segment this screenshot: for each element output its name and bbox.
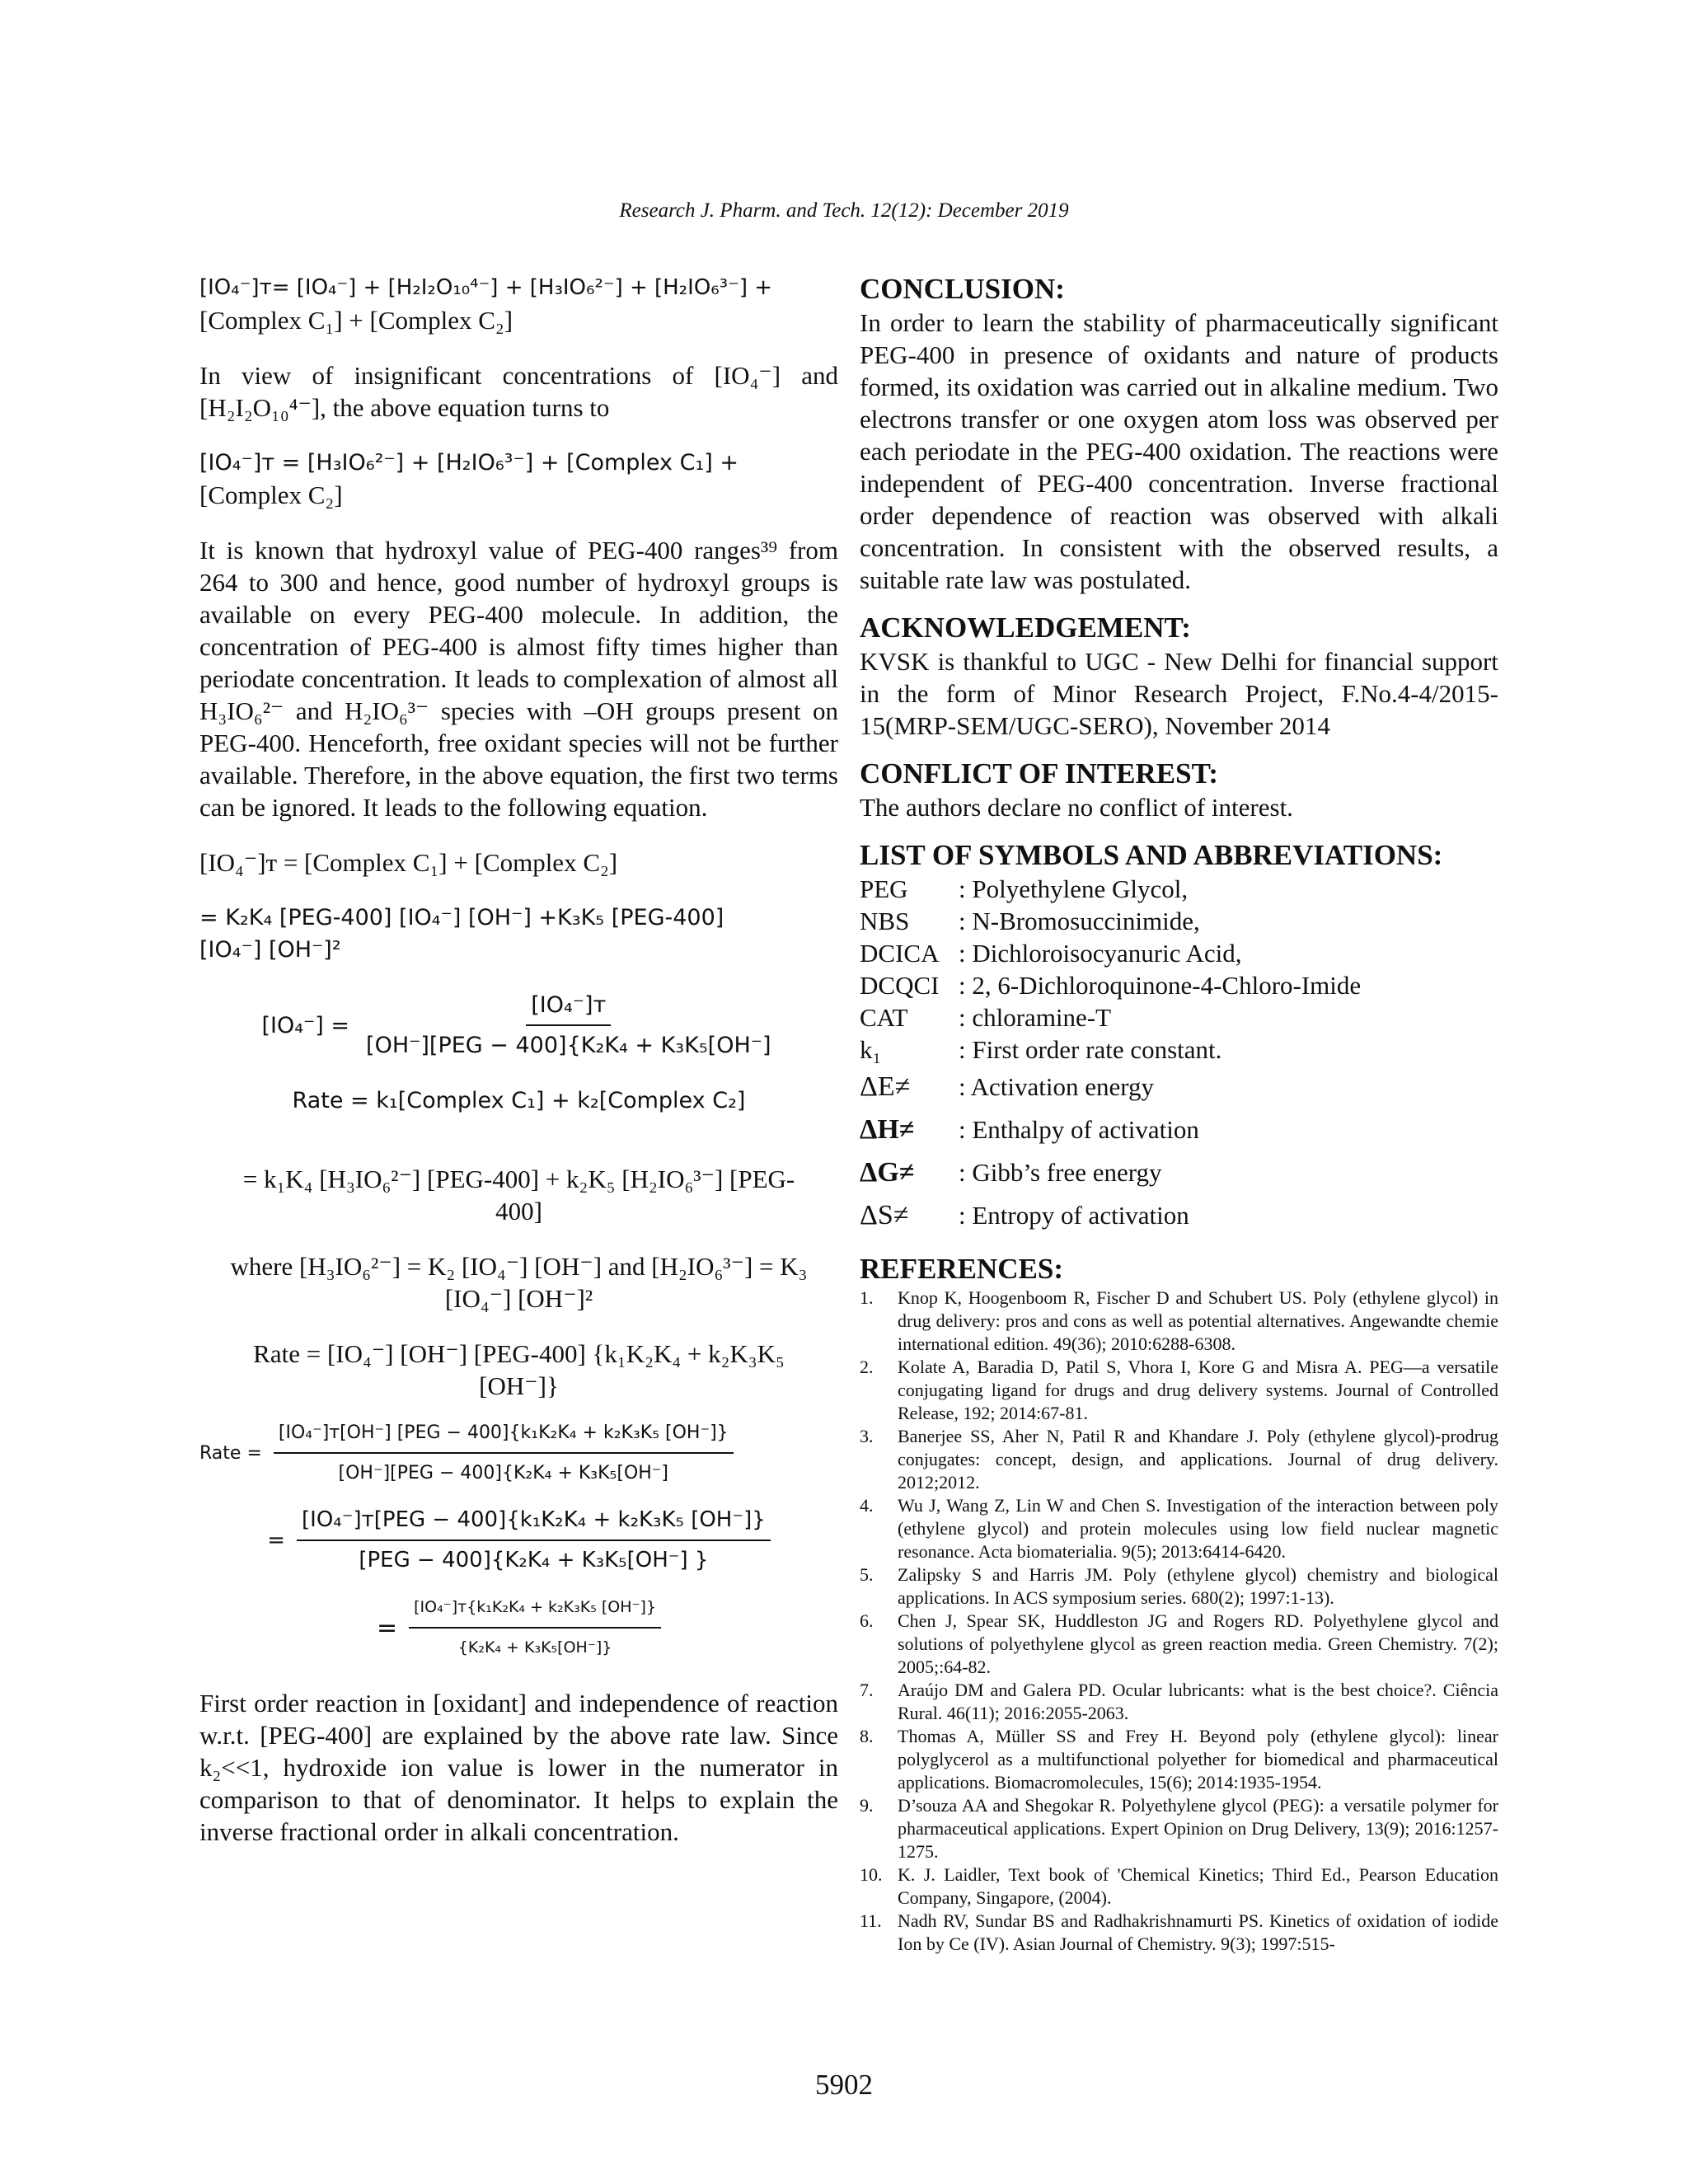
reference-item <box>860 1725 1498 1794</box>
conclusion-heading: CONCLUSION: <box>860 273 1065 305</box>
abbreviation-key: DCQCI <box>860 971 940 1000</box>
abbreviation-row <box>860 1033 1498 1066</box>
equation-free-periodate <box>199 989 838 1062</box>
symbol-key: ΔS≠ <box>860 1200 909 1230</box>
reference-number: 7. <box>860 1680 874 1700</box>
paragraph-first-order: First order reaction in [oxidant] and independence of reaction w.r.t. [PEG-400] are explained by the above rate law. Since k₂<<1, hydroxide ion value is lower in the numerator in comparison to that of denominator. It helps to explain the inverse fractional order in alkali concentration. <box>199 1689 838 1846</box>
fraction-numerator: [IO₄⁻]ᴛ{k₁K₂K₄ + k₂K₃K₅ [OH⁻]} <box>409 1591 661 1629</box>
fraction <box>274 1417 734 1489</box>
symbol-value: : Gibb’s free energy <box>959 1158 1162 1187</box>
reference-text: Knop K, Hoogenboom R, Fischer D and Schubert US. Poly (ethylene glycol) in drug delivery: pros and cons as well as potential alternatives. Angewandte chemie international edition. 49(36); 2010:6288-6308. <box>898 1287 1498 1354</box>
reference-number: 11. <box>860 1910 882 1931</box>
abbreviation-key: CAT <box>860 1003 908 1032</box>
fraction-denominator: {K₂K₄ + K₃K₅[OH⁻]} <box>457 1638 612 1657</box>
reference-number: 3. <box>860 1426 874 1446</box>
reference-number: 10. <box>860 1864 883 1885</box>
abbreviation-value: : N-Bromosuccinimide, <box>959 907 1200 935</box>
symbol-row <box>860 1151 1498 1194</box>
acknowledgement-heading: ACKNOWLEDGEMENT: <box>860 612 1191 644</box>
equation-complex-sum: [IO₄⁻]ᴛ = [Complex C₁] + [Complex C₂] <box>199 848 618 877</box>
equation-lhs: = <box>376 1613 398 1643</box>
page-number: 5902 <box>815 2069 873 2101</box>
running-head: Research J. Pharm. and Tech. 12(12): December 2019 <box>619 199 1069 222</box>
acknowledgement-text: KVSK is thankful to UGC - New Delhi for financial support in the form of Minor Research Project, F.No.4-4/2015-15(MRP-SEM/UGC-SERO), November 2014 <box>860 647 1498 740</box>
equation-rate-fraction <box>199 1417 838 1489</box>
abbreviations-heading: LIST OF SYMBOLS AND ABBREVIATIONS: <box>860 839 1443 871</box>
reference-text: Thomas A, Müller SS and Frey H. Beyond poly (ethylene glycol): linear polyglycerol as a multifunctional polyether for biomedical and pharmaceutical applications. Biomacromolecules, 15(6); 2014:1935-1954. <box>898 1726 1498 1793</box>
reference-item <box>860 1910 1498 1956</box>
symbol-value: : Activation energy <box>959 1072 1155 1101</box>
abbreviation-value: : First order rate constant. <box>959 1035 1222 1064</box>
fraction-numerator: [IO₄⁻]ᴛ[OH⁻] [PEG − 400]{k₁K₂K₄ + k₂K₃K₅ [OH⁻]} <box>274 1417 734 1454</box>
abbreviation-row <box>860 937 1498 969</box>
abbreviation-row <box>860 873 1498 905</box>
reference-number: 8. <box>860 1726 874 1746</box>
reference-text: Kolate A, Baradia D, Patil S, Vhora I, Kore G and Misra A. PEG—a versatile conjugating ligand for drugs and drug delivery systems. Journal of Controlled Release, 192; 2014:67-81. <box>898 1357 1498 1423</box>
references-heading: REFERENCES: <box>860 1253 1063 1285</box>
reference-text: Banerjee SS, Aher N, Patil R and Khandare J. Poly (ethylene glycol)-prodrug conjugates: concept, design, and applications. Journal of drug delivery. 2012;2012. <box>898 1426 1498 1493</box>
abbreviation-row <box>860 969 1498 1001</box>
fraction-denominator: [OH⁻][PEG − 400]{K₂K₄ + K₃K₅[OH⁻] <box>338 1463 668 1483</box>
equation-rate-final <box>199 1591 838 1664</box>
reference-item <box>860 1610 1498 1679</box>
abbreviation-key: DCICA <box>860 939 940 968</box>
equation-rate-species-cont: 400] <box>495 1197 542 1226</box>
abbreviation-key: PEG <box>860 874 908 903</box>
reference-item <box>860 1794 1498 1863</box>
reference-text: K. J. Laidler, Text book of 'Chemical Kinetics; Third Ed., Pearson Education Company, Singapore, (2004). <box>898 1864 1498 1908</box>
symbol-row <box>860 1066 1498 1108</box>
left-column <box>199 272 838 1848</box>
conflict-text: The authors declare no conflict of interest. <box>860 793 1293 822</box>
reference-number: 4. <box>860 1495 874 1516</box>
fraction-numerator: [IO₄⁻]ᴛ[PEG − 400]{k₁K₂K₄ + k₂K₃K₅ [OH⁻]} <box>297 1504 771 1541</box>
conflict-heading: CONFLICT OF INTEREST: <box>860 757 1218 790</box>
reference-item <box>860 1425 1498 1494</box>
fraction-denominator: [OH⁻][PEG − 400]{K₂K₄ + K₃K₅[OH⁻] <box>366 1033 771 1058</box>
equation-expanded-cont: [IO₄⁻] [OH⁻]² <box>199 937 341 963</box>
abbreviation-value: : chloramine-T <box>959 1003 1112 1032</box>
equation-reduced-cont: [Complex C₂] <box>199 480 343 509</box>
abbreviation-value: : Dichloroisocyanuric Acid, <box>959 939 1242 968</box>
right-column <box>860 272 1498 1956</box>
reference-item <box>860 1286 1498 1356</box>
abbreviation-row <box>860 905 1498 937</box>
fraction <box>409 1591 661 1664</box>
fraction-denominator: [PEG − 400]{K₂K₄ + K₃K₅[OH⁻] } <box>359 1548 709 1572</box>
fraction <box>297 1504 771 1577</box>
fraction-numerator: [IO₄⁻]ᴛ <box>526 989 611 1026</box>
fraction <box>361 989 776 1062</box>
reference-item <box>860 1356 1498 1425</box>
equation-rate-law-cont: [OH⁻]} <box>479 1371 559 1400</box>
conclusion-text: In order to learn the stability of pharmaceutically significant PEG-400 in presence of oxidants and nature of products formed, its oxidation was carried out in alkaline medium. Two electrons transfer or one oxygen atom loss was observed per each periodate in the PEG-400 oxidation. The reactions were independent of PEG-400 concentration. Inverse fractional order dependence of reaction was observed with alkali concentration. In consistent with the observed results, a suitable rate law was postulated. <box>860 308 1498 594</box>
reference-item <box>860 1563 1498 1610</box>
symbol-value: : Entropy of activation <box>959 1201 1189 1230</box>
equation-lhs: Rate = <box>199 1442 262 1464</box>
reference-text: D’souza AA and Shegokar R. Polyethylene glycol (PEG): a versatile polymer for pharmaceutical applications. Expert Opinion on Drug Delivery, 13(9); 2016:1257-1275. <box>898 1795 1498 1862</box>
reference-text: Chen J, Spear SK, Huddleston JG and Rogers RD. Polyethylene glycol and solutions of polyethylene glycol as green reaction media. Green Chemistry. 7(2); 2005;:64-82. <box>898 1610 1498 1677</box>
reference-text: Araújo DM and Galera PD. Ocular lubricants: what is the best choice?. Ciência Rural. 46(11); 2016:2055-2063. <box>898 1680 1498 1723</box>
equation-species-definition-cont: [IO₄⁻] [OH⁻]² <box>444 1284 593 1313</box>
equation-total-periodate-cont: [Complex C₁] + [Complex C₂] <box>199 306 513 335</box>
abbreviation-key: k₁ <box>860 1035 882 1064</box>
reference-list <box>860 1286 1498 1956</box>
abbreviation-row <box>860 1001 1498 1033</box>
reference-item <box>860 1494 1498 1563</box>
symbol-key: ΔH≠ <box>860 1114 915 1145</box>
equation-rate-law: Rate = [IO₄⁻] [OH⁻] [PEG-400] {k₁K₂K₄ + k₂K₃K₅ <box>253 1339 785 1368</box>
equation-rate-simplified <box>199 1504 838 1577</box>
equation-species-definition: where [H₃IO₆²⁻] = K₂ [IO₄⁻] [OH⁻] and [H₂IO₆³⁻] = K₃ <box>230 1252 808 1281</box>
equation-rate-species: = k₁K₄ [H₃IO₆²⁻] [PEG-400] + k₂K₅ [H₂IO₆³⁻] [PEG- <box>242 1165 795 1193</box>
symbol-key: ΔE≠ <box>860 1071 911 1102</box>
reference-text: Wu J, Wang Z, Lin W and Chen S. Investigation of the interaction between poly (ethylene glycol) and protein molecules using low field nuclear magnetic resonance. Acta biomaterialia. 9(5); 2013:6414-6420. <box>898 1495 1498 1562</box>
symbol-row <box>860 1194 1498 1237</box>
abbreviation-value: : 2, 6-Dichloroquinone-4-Chloro-Imide <box>959 971 1362 1000</box>
reference-number: 1. <box>860 1287 874 1308</box>
abbreviation-key: NBS <box>860 907 910 935</box>
reference-number: 6. <box>860 1610 874 1631</box>
reference-number: 9. <box>860 1795 874 1816</box>
symbol-row <box>860 1108 1498 1151</box>
reference-number: 2. <box>860 1357 874 1377</box>
symbol-value: : Enthalpy of activation <box>959 1115 1199 1144</box>
equation-reduced: [IO₄⁻]ᴛ = [H₃IO₆²⁻] + [H₂IO₆³⁻] + [Complex C₁] + <box>199 450 739 476</box>
reference-item <box>860 1679 1498 1725</box>
equation-rate-complex: Rate = k₁[Complex C₁] + k₂[Complex C₂] <box>292 1088 746 1113</box>
reference-text: Zalipsky S and Harris JM. Poly (ethylene glycol) chemistry and biological applications. In ACS symposium series. 680(2); 1997:1-13). <box>898 1564 1498 1608</box>
symbol-key: ΔG≠ <box>860 1157 915 1188</box>
reference-number: 5. <box>860 1564 874 1585</box>
paragraph-hydroxyl: It is known that hydroxyl value of PEG-400 ranges³⁹ from 264 to 300 and hence, good number of hydroxyl groups is available on every PEG-400 molecule. In addition, the concentration of PEG-400 is almost fifty times higher than periodate concentration. It leads to complexation of almost all H₃IO₆²⁻ and H₂IO₆³⁻ species with –OH groups present on PEG-400. Henceforth, free oxidant species will not be further available. Therefore, in the above equation, the first two terms can be ignored. It leads to the following equation. <box>199 536 838 822</box>
reference-text: Nadh RV, Sundar BS and Radhakrishnamurti PS. Kinetics of oxidation of iodide Ion by Ce (IV). Asian Journal of Chemistry. 9(3); 1997:515- <box>898 1910 1498 1954</box>
equation-total-periodate: [IO₄⁻]ᴛ= [IO₄⁻] + [H₂I₂O₁₀⁴⁻] + [H₃IO₆²⁻] + [H₂IO₆³⁻] + <box>199 275 773 300</box>
abbreviation-value: : Polyethylene Glycol, <box>959 874 1189 903</box>
reference-item <box>860 1863 1498 1910</box>
abbreviation-list <box>860 873 1498 1237</box>
paragraph-insignificant: In view of insignificant concentrations of [IO₄⁻] and [H₂I₂O₁₀⁴⁻], the above equation turns to <box>199 361 838 422</box>
equation-expanded: = K₂K₄ [PEG-400] [IO₄⁻] [OH⁻] +K₃K₅ [PEG-400] <box>199 905 724 930</box>
equation-lhs: = <box>267 1527 286 1553</box>
equation-lhs: [IO₄⁻] = <box>261 1012 350 1038</box>
